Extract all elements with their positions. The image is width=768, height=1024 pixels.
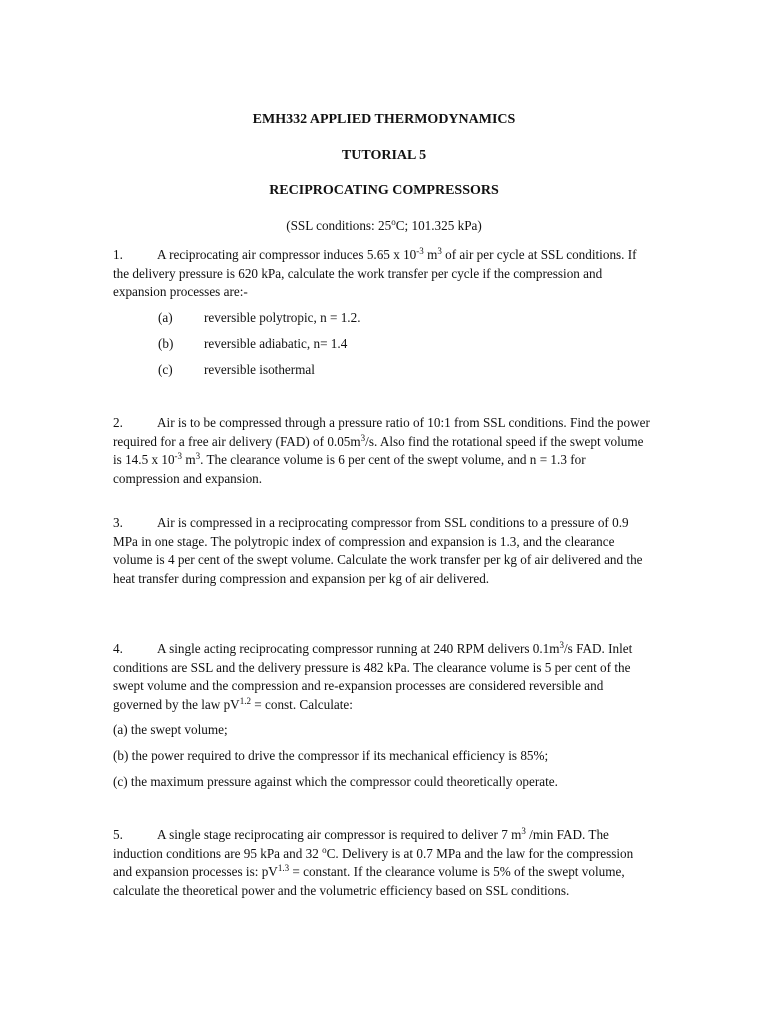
course-title: EMH332 APPLIED THERMODYNAMICS — [252, 112, 516, 127]
question-number: 1. — [113, 247, 123, 262]
question-3: 3. Air is compressed in a reciprocating compressor from SSL conditions to a pressure of 0.9 MPa in one stage. The polytropic index of compression and expansion is 1.3, and the clearance volume is 4 per cent of the swept volume. Calculate the work transfer per kg of air delivered and the heat transfer during compression and expansion per kg of air delivered. — [113, 515, 643, 586]
question-1: 1. A reciprocating air compressor induces 5.65 x $10^{-3}$ $m^3$ of air per cycle at SSL conditions. If the delivery pressure is 620 kPa, calculate the work transfer per cycle if the compression and expansion processes are:- — [113, 246, 637, 299]
question-number: 4. — [113, 641, 123, 656]
question-1-part-a: (a) reversible polytropic, n = 1.2. — [158, 310, 361, 325]
question-1-part-b: (b) reversible adiabatic, n= 1.4 — [158, 336, 348, 351]
question-number: 3. — [113, 515, 123, 530]
question-1-part-c: (c) reversible isothermal — [158, 362, 315, 377]
topic-title: RECIPROCATING COMPRESSORS — [269, 183, 499, 198]
question-2: 2. Air is to be compressed through a pressure ratio of 10:1 from SSL conditions. Find the power required for a free air delivery (FAD) of $0.05m^3/s$. Also find the rotational speed if the swept volume is 14.5 x $10^{-3}$ $m^3$. The clearance volume is 6 per cent of the swept volume, and n = 1.3 for compression and expansion. — [113, 415, 650, 486]
question-4-part-c: (c) the maximum pressure against which the compressor could theoretically operate. — [113, 774, 558, 789]
question-5: 5. A single stage reciprocating air compressor is required to deliver 7 $m^3$ /min FAD. The induction conditions are 95 kPa and 32 $^o$C. Delivery is at 0.7 MPa and the law for the compression and expansion processes is: $pV^{1.3}$ = constant. If the clearance volume is 5% of the swept volume, calculate the theoretical power and the volumetric efficiency based on SSL conditions. — [113, 826, 634, 898]
question-number: 2. — [113, 415, 123, 430]
question-4-part-a: (a) the swept volume; — [113, 722, 228, 737]
question-number: 5. — [113, 827, 123, 842]
tutorial-title: TUTORIAL 5 — [341, 148, 427, 163]
question-4: 4. A single acting reciprocating compressor running at 240 RPM delivers $0.1m^3/s$ FAD. Inlet conditions are SSL and the delivery pressure is 482 kPa. The clearance volume is 5 per cent of the swept volume and the compression and re-expansion processes are considered reversible and governed by the law $pV^{1.2}$ = const. Calculate: — [113, 640, 633, 712]
ssl-conditions: (SSL conditions: 25$^o$C; 101.325 kPa) — [286, 217, 482, 233]
question-4-part-b: (b) the power required to drive the compressor if its mechanical efficiency is 85%; — [113, 748, 549, 763]
